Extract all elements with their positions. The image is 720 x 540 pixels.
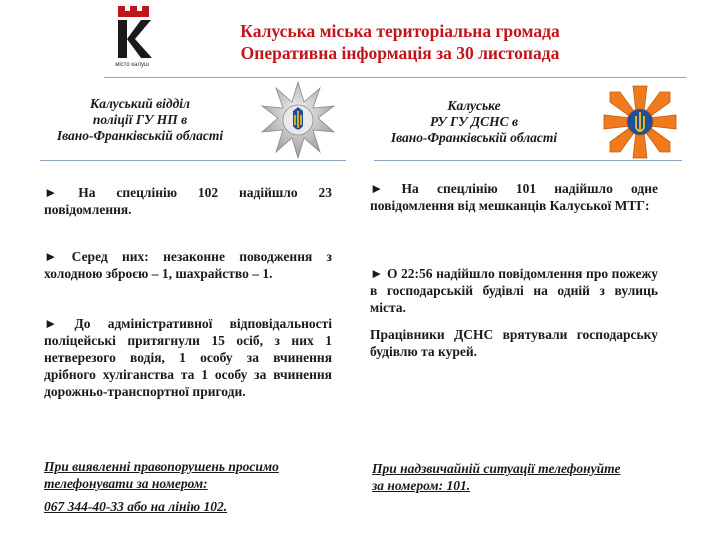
police-dept-line-3: Івано-Франківській області — [56, 128, 224, 143]
page-title — [160, 20, 640, 64]
dsns-para-2: ► О 22:56 надійшло повідомлення про пожежу в господарській будівлі на одній з вулиць міста. — [370, 266, 658, 315]
dsns-para-3: Працівники ДСНС врятували господарську будівлю та курей. — [370, 327, 658, 359]
dsns-dept-line-2: РУ ГУ ДСНС в — [429, 114, 519, 129]
title-line-2: Оперативна інформація за 30 листопада — [240, 43, 560, 63]
police-star-icon — [258, 80, 338, 160]
title-line-1: Калуська міська територіальна громада — [240, 21, 560, 41]
header-divider — [104, 77, 686, 78]
police-dept-line-1: Калуський відділ — [90, 96, 190, 111]
kalush-logo-icon — [112, 6, 156, 66]
police-dept-heading — [40, 96, 240, 144]
dsns-emblem — [600, 82, 680, 162]
police-contact-line-1: При виявленні правопорушень просимо — [44, 459, 279, 474]
dsns-para-1: ► На спецлінію 101 надійшло одне повідомлення від мешканців Калуської МТГ: — [370, 181, 658, 213]
dsns-phone-link[interactable]: за номером: 101. — [372, 478, 471, 493]
dsns-cross-icon — [600, 82, 680, 162]
dsns-dept-line-3: Івано-Франківській області — [390, 130, 558, 145]
police-para-2: ► Серед них: незаконне поводження з холодною зброєю – 1, шахрайство – 1. — [44, 249, 332, 281]
police-para-1: ► На спецлінію 102 надійшло 23 повідомлення. — [44, 185, 332, 217]
police-divider — [40, 160, 346, 161]
police-para-3: ► До адміністративної відповідальності поліцейські притягнули 15 осіб, з них 1 нетверезого водія, 1 особу за вчинення дрібного хуліганства та 1 особу за вчинення дорожньо-транспортної пригоди. — [44, 316, 332, 399]
dsns-dept-heading — [374, 98, 574, 146]
logo-caption: місто калуш — [115, 62, 149, 68]
dsns-contact — [372, 460, 682, 494]
dsns-divider — [374, 160, 682, 161]
police-phone-link[interactable]: 067 344-40-33 або на лінію 102. — [44, 499, 228, 514]
police-contact-line-2: телефонувати за номером: — [44, 476, 208, 491]
police-dept-line-2: поліції ГУ НП в — [92, 112, 188, 127]
police-contact — [44, 458, 344, 515]
dsns-dept-line-1: Калуське — [447, 98, 501, 113]
dsns-contact-line-1: При надзвичайній ситуації телефонуйте — [372, 461, 621, 476]
police-emblem — [258, 80, 338, 160]
